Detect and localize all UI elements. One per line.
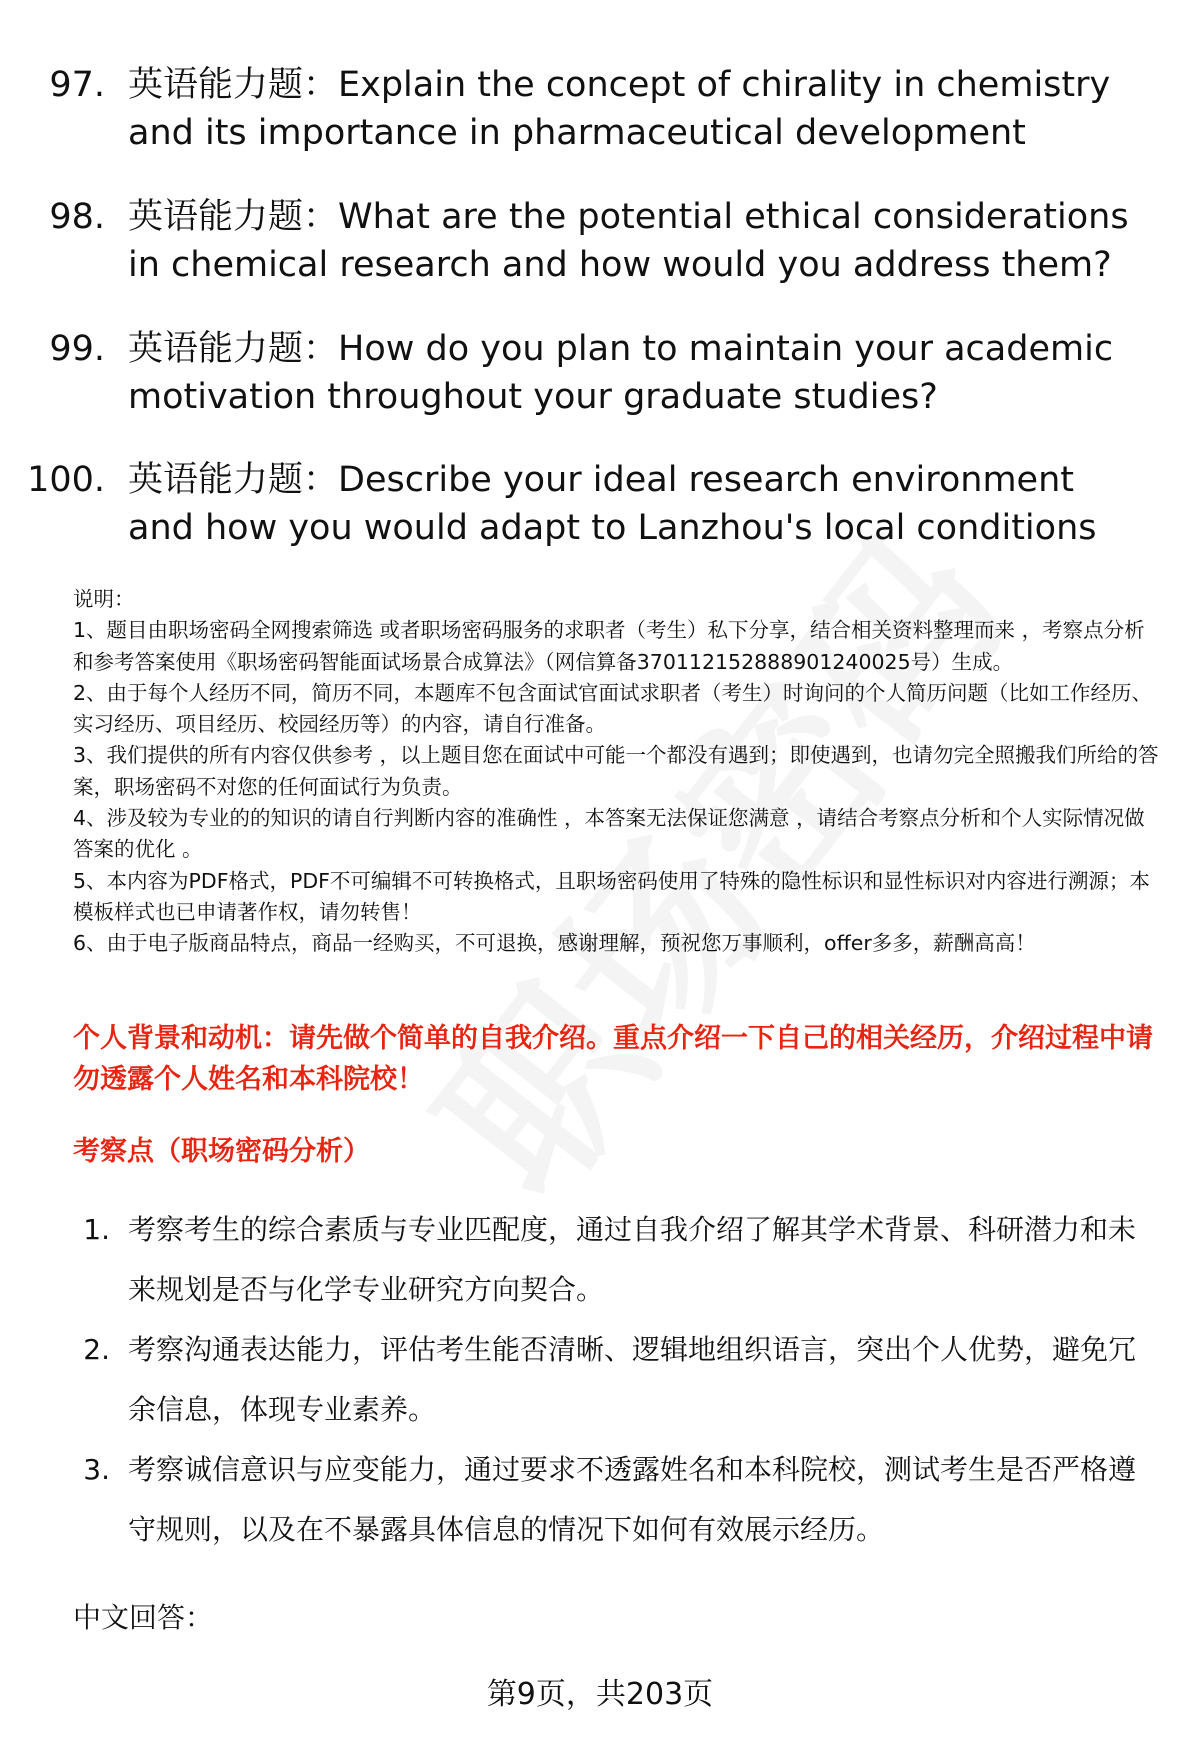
analysis-point (0, 1200, 1200, 1320)
note-item: 6、由于电子版商品特点，商品一经购买，不可退换，感谢理解，预祝您万事顺利，offer多多，薪酬高高！ (73, 931, 1036, 956)
analysis-point (0, 1320, 1200, 1440)
point-number: 1. (83, 1213, 110, 1246)
question-number: 97. (49, 65, 105, 105)
analysis-points (0, 1200, 1200, 1560)
answer-label: 中文回答： (73, 1601, 214, 1634)
note-item: 2、由于每个人经历不同，简历不同，本题库不包含面试官面试求职者（考生）时询问的个人简历问题（比如工作经历、实习经历、项目经历、校园经历等）的内容，请自行准备。 (73, 680, 1153, 737)
interview-question-heading: 个人背景和动机：请先做个简单的自我介绍。重点介绍一下自己的相关经历，介绍过程中请勿透露个人姓名和本科院校！ (73, 1023, 1153, 1095)
notes-title: 说明： (73, 587, 135, 611)
question-text: 英语能力题：What are the potential ethical considerations in chemical research and how would you address them? (128, 197, 1129, 285)
note-item: 4、涉及较为专业的的知识的请自行判断内容的准确性 ，本答案无法保证您满意 ，请结合考察点分析和个人实际情况做答案的优化 。 (73, 806, 1145, 862)
note-item: 3、我们提供的所有内容仅供参考 ，以上题目您在面试中可能一个都没有遇到；即使遇到，也请勿完全照搬我们所给的答案，职场密码不对您的任何面试行为负责。 (73, 743, 1159, 799)
question-number: 99. (49, 329, 105, 369)
page-number: 第9页，共203页 (486, 1677, 714, 1712)
note-item: 5、本内容为PDF格式，PDF不可编辑不可转换格式，且职场密码使用了特殊的隐性标识和显性标识对内容进行溯源；本模板样式也已申请著作权，请勿转售！ (73, 868, 1150, 924)
notes-section (73, 584, 1163, 960)
question-number: 98. (49, 197, 105, 237)
point-number: 2. (83, 1333, 110, 1366)
point-text: 考察考生的综合素质与专业匹配度，通过自我介绍了解其学术背景、科研潜力和未来规划是否与化学专业研究方向契合。 (128, 1213, 1137, 1306)
analysis-point (0, 1440, 1200, 1560)
question-number: 100. (27, 460, 105, 500)
question-text: 英语能力题：Explain the concept of chirality in chemistry and its importance in pharmaceutical development (128, 65, 1111, 153)
point-text: 考察沟通表达能力，评估考生能否清晰、逻辑地组织语言，突出个人优势，避免冗余信息，体现专业素养。 (128, 1333, 1137, 1426)
point-number: 3. (83, 1453, 110, 1486)
note-item: 1、题目由职场密码全网搜索筛选 或者职场密码服务的求职者（考生）私下分享，结合相关资料整理而来 ，考察点分析和参考答案使用《职场密码智能面试场景合成算法》（网信算备370112152888901240025号）生成。 (73, 618, 1145, 674)
question-text: 英语能力题：Describe your ideal research environment and how you would adapt to Lanzhou's local conditions (128, 460, 1097, 548)
point-text: 考察诚信意识与应变能力，通过要求不透露姓名和本科院校，测试考生是否严格遵守规则，以及在不暴露具体信息的情况下如何有效展示经历。 (128, 1453, 1137, 1546)
question-text: 英语能力题：How do you plan to maintain your academic motivation throughout your graduate studies? (128, 329, 1114, 417)
analysis-heading: 考察点（职场密码分析） (73, 1136, 370, 1167)
